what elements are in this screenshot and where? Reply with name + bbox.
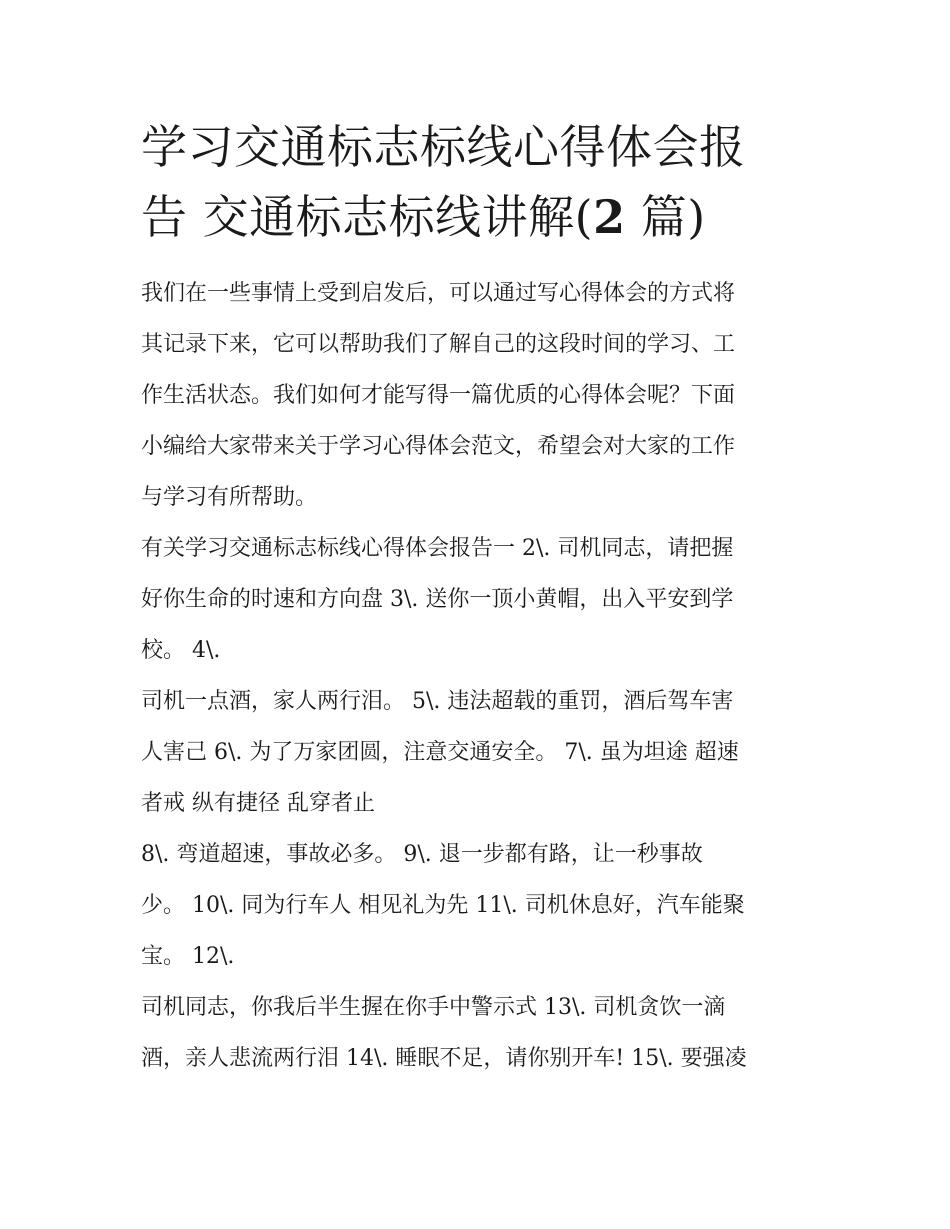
intro-line: 其记录下来，它可以帮助我们了解自己的这段时间的学习、工 — [141, 332, 736, 357]
slogan-line: 人害己 6\. 为了万家团圆，注意交通安全。 7\. 虽为坦途 超速 — [141, 740, 739, 765]
intro-line: 与学习有所帮助。 — [141, 485, 318, 510]
title-line-2-text: 告 交通标志标线讲解( — [141, 190, 594, 244]
slogan-line: 少。 10\. 同为行车人 相见礼为先 11\. 司机休息好，汽车能聚 — [141, 893, 745, 918]
title-line-1: 学习交通标志标线心得体会报 — [141, 120, 746, 174]
slogan-line: 者戒 纵有捷径 乱穿者止 — [141, 791, 375, 816]
slogan-line: 宝。 12\. — [141, 944, 235, 969]
title-count: 2 — [593, 190, 626, 244]
slogan-line: 司机一点酒，家人两行泪。 5\. 违法超载的重罚，酒后驾车害 — [141, 689, 734, 714]
document-page — [141, 112, 821, 1084]
slogan-line: 酒，亲人悲流两行泪 14\. 睡眠不足，请你别开车! 15\. 要强凌 — [141, 1046, 747, 1071]
slogan-line: 有关学习交通标志标线心得体会报告一 2\. 司机同志，请把握 — [141, 536, 734, 561]
slogan-line: 8\. 弯道超速，事故必多。 9\. 退一步都有路，让一秒事故 — [141, 842, 703, 867]
intro-paragraph — [141, 268, 821, 523]
title-line-2-suffix: 篇) — [625, 190, 706, 244]
document-title — [141, 112, 821, 252]
slogan-line: 好你生命的时速和方向盘 3\. 送你一顶小黄帽，出入平安到学 — [141, 587, 734, 612]
slogan-line: 校。 4\. — [141, 638, 221, 663]
slogan-paragraph-4 — [141, 982, 821, 1084]
slogan-paragraph-2 — [141, 676, 821, 829]
title-line-2 — [141, 182, 821, 252]
intro-line: 小编给大家带来关于学习心得体会范文，希望会对大家的工作 — [141, 434, 736, 459]
slogan-paragraph-3 — [141, 829, 821, 982]
intro-line: 我们在一些事情上受到启发后，可以通过写心得体会的方式将 — [141, 281, 736, 306]
slogan-line: 司机同志，你我后半生握在你手中警示式 13\. 司机贪饮一滴 — [141, 995, 726, 1020]
slogan-paragraph-1 — [141, 523, 821, 676]
intro-line: 作生活状态。我们如何才能写得一篇优质的心得体会呢？下面 — [141, 383, 736, 408]
